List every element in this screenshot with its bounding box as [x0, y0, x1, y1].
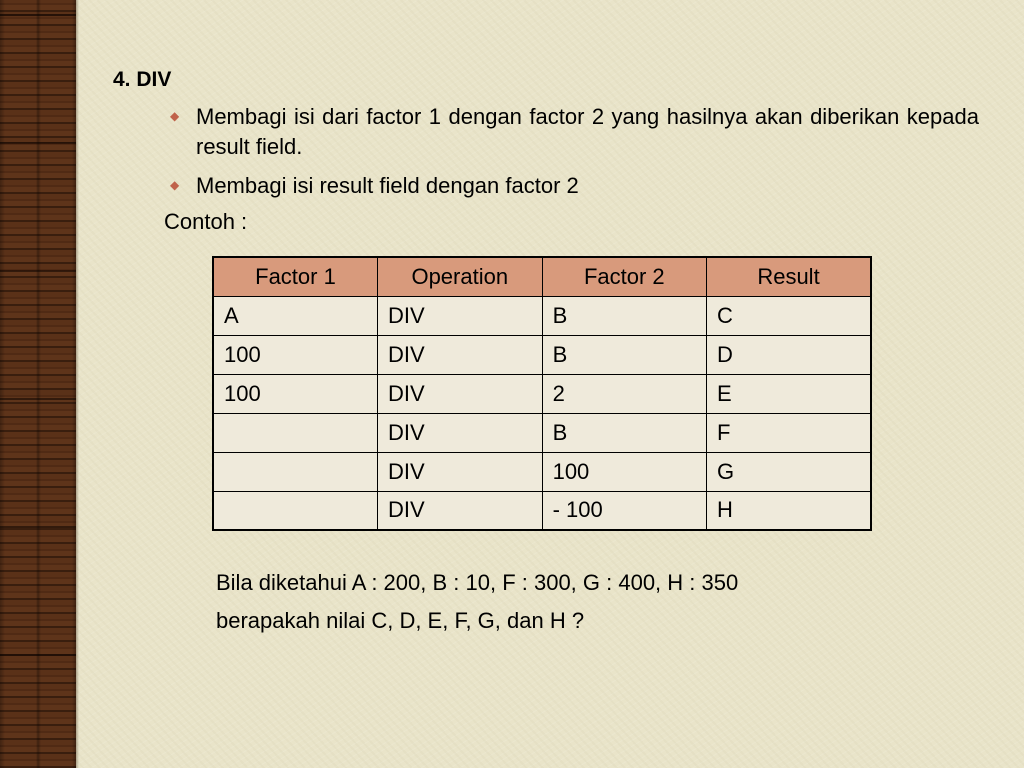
border-shadow: [76, 0, 79, 768]
cell-factor-1: 100: [213, 374, 377, 413]
bullet-item: [170, 171, 979, 201]
cell-factor-1: 100: [213, 335, 377, 374]
cell-factor-2: 100: [542, 452, 706, 491]
wood-grain-border: [0, 0, 76, 768]
table-row: [213, 296, 871, 335]
bullet-text: Membagi isi dari factor 1 dengan factor 2 yang hasilnya akan diberikan kepada result field.: [196, 104, 979, 159]
cell-factor-2: - 100: [542, 491, 706, 530]
diamond-bullet-icon: ◆: [170, 178, 180, 192]
cell-operation: DIV: [377, 335, 542, 374]
example-label: Contoh :: [164, 209, 248, 234]
bullet-text: Membagi isi result field dengan factor 2: [196, 173, 579, 198]
cell-operation: DIV: [377, 413, 542, 452]
cell-operation: DIV: [377, 374, 542, 413]
bullet-item: [170, 102, 979, 162]
cell-factor-2: B: [542, 296, 706, 335]
table-row: [213, 335, 871, 374]
cell-result: E: [707, 374, 871, 413]
header-operation: Operation: [377, 257, 542, 296]
cell-operation: DIV: [377, 491, 542, 530]
question-line-1: Bila diketahui A : 200, B : 10, F : 300, G : 400, H : 350: [216, 570, 739, 595]
cell-factor-1: [213, 491, 377, 530]
diamond-bullet-icon: ◆: [170, 109, 180, 123]
cell-operation: DIV: [377, 452, 542, 491]
cell-factor-2: B: [542, 413, 706, 452]
cell-result: C: [707, 296, 871, 335]
cell-factor-2: B: [542, 335, 706, 374]
question-line-2: berapakah nilai C, D, E, F, G, dan H ?: [216, 608, 585, 633]
slide-heading: 4. DIV: [113, 68, 172, 91]
cell-factor-1: [213, 413, 377, 452]
cell-result: G: [707, 452, 871, 491]
cell-result: F: [707, 413, 871, 452]
cell-result: H: [707, 491, 871, 530]
table-row: [213, 452, 871, 491]
example-table: [212, 256, 872, 531]
header-factor-1: Factor 1: [213, 257, 377, 296]
cell-factor-1: A: [213, 296, 377, 335]
table-row: [213, 413, 871, 452]
header-result: Result: [707, 257, 871, 296]
cell-operation: DIV: [377, 296, 542, 335]
table-row: [213, 491, 871, 530]
cell-result: D: [707, 335, 871, 374]
table-row: [213, 374, 871, 413]
cell-factor-2: 2: [542, 374, 706, 413]
header-factor-2: Factor 2: [542, 257, 706, 296]
table-header-row: [213, 257, 871, 296]
cell-factor-1: [213, 452, 377, 491]
